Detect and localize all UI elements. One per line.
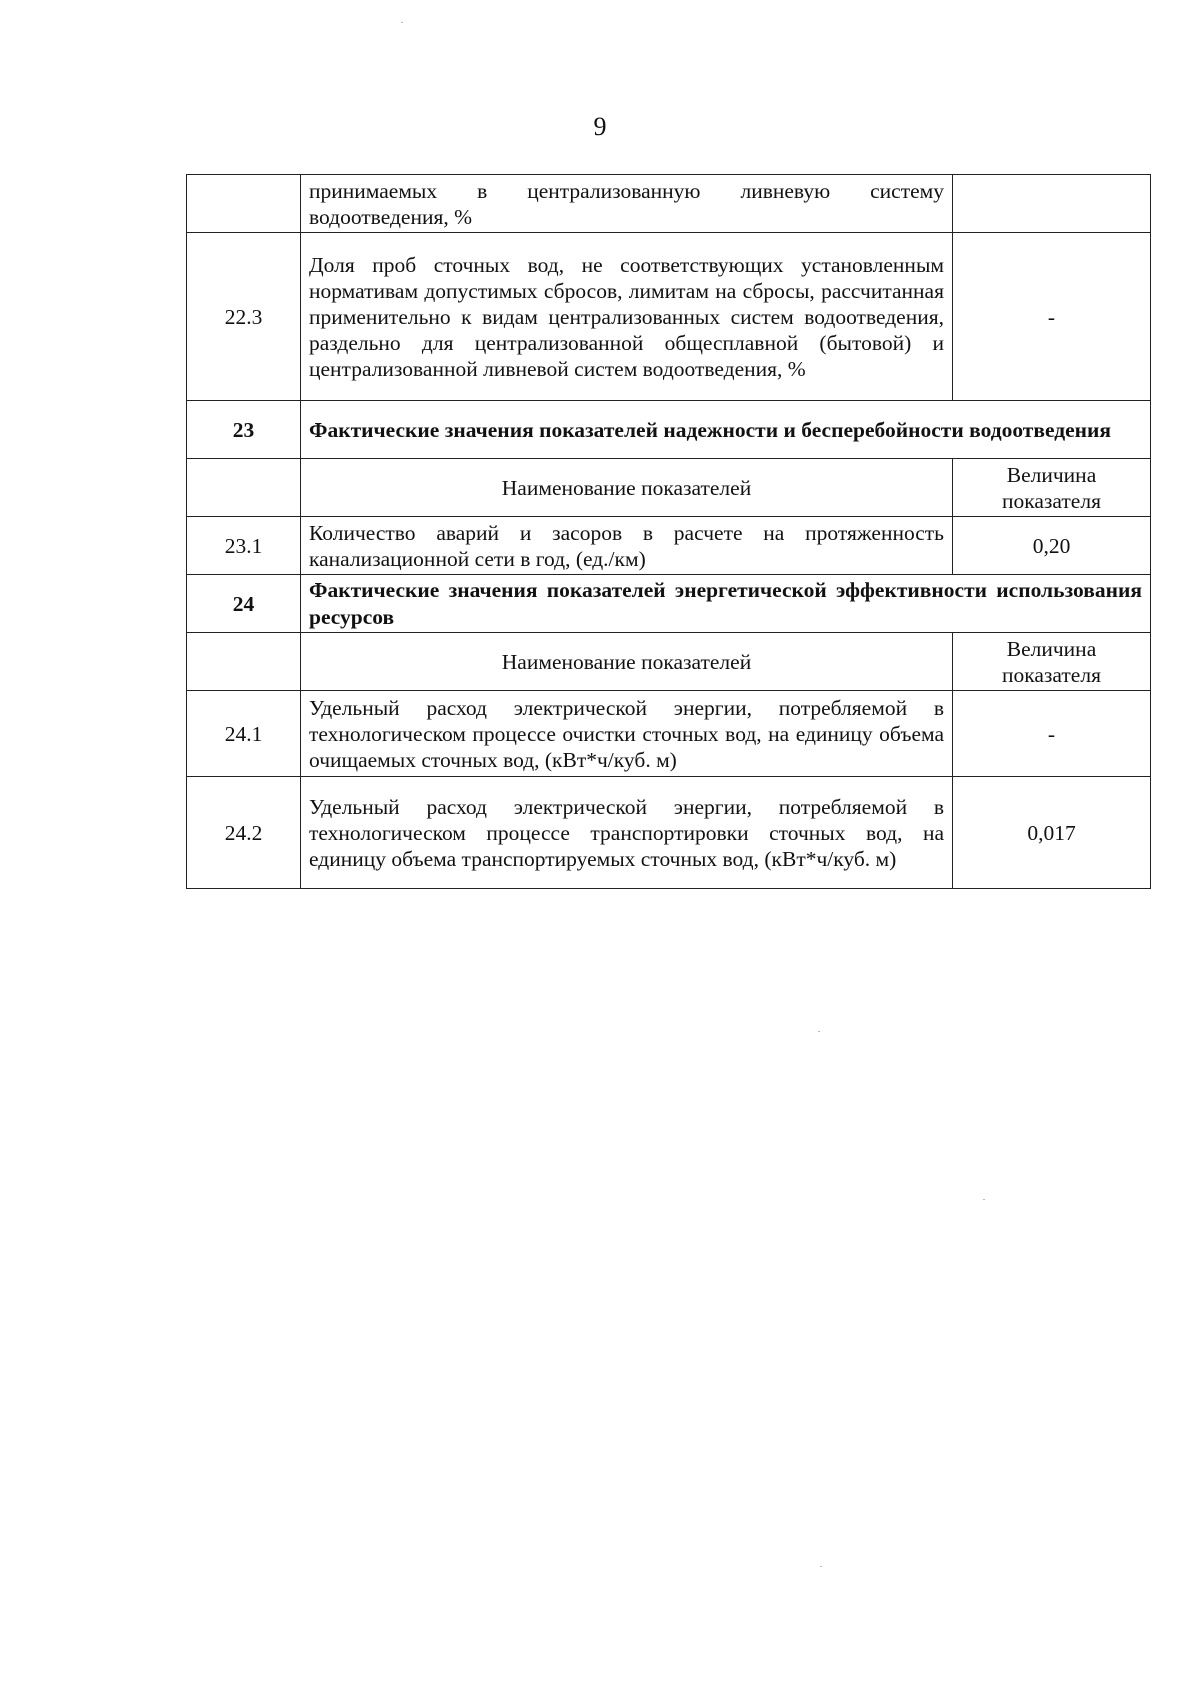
scan-speck: [818, 1031, 820, 1032]
table-row: [187, 691, 1151, 777]
indicator-value: -: [953, 233, 1151, 401]
table-row: [187, 777, 1151, 889]
section-number: 23: [187, 401, 301, 459]
scan-speck: [820, 1566, 822, 1567]
indicator-value: [953, 175, 1151, 233]
header-row: [187, 459, 1151, 517]
row-number: 23.1: [187, 517, 301, 575]
table-row: [187, 233, 1151, 401]
indicator-name: Количество аварий и засоров в расчете на протяженность канализационной сети в год, (ед./км): [301, 517, 953, 575]
scan-speck: [983, 1199, 985, 1200]
empty-cell: [187, 633, 301, 691]
header-row: [187, 633, 1151, 691]
row-number: 22.3: [187, 233, 301, 401]
indicator-value: -: [953, 691, 1151, 777]
page-number: 9: [593, 112, 607, 141]
scan-speck: [401, 22, 403, 23]
indicator-value: 0,017: [953, 777, 1151, 889]
row-number: [187, 175, 301, 233]
section-title: Фактические значения показателей энергетической эффективности использования ресурсов: [301, 575, 1151, 633]
column-header-value: Величина показателя: [953, 459, 1151, 517]
indicator-name: Доля проб сточных вод, не соответствующих установленным нормативам допустимых сбросов, лимитам на сбросы, рассчитанная применительно к видам централизованных систем водоотведения, раздельно для централизованной общесплавной (бытовой) и централизованной ливневой систем водоотведения, %: [301, 233, 953, 401]
section-title: Фактические значения показателей надежности и бесперебойности водоотведения: [301, 401, 1151, 459]
column-header-name: Наименование показателей: [301, 633, 953, 691]
section-row: [187, 401, 1151, 459]
indicator-value: 0,20: [953, 517, 1151, 575]
empty-cell: [187, 459, 301, 517]
column-header-name: Наименование показателей: [301, 459, 953, 517]
indicator-name: Удельный расход электрической энергии, потребляемой в технологическом процессе транспортировки сточных вод, на единицу объема транспортируемых сточных вод, (кВт*ч/куб. м): [301, 777, 953, 889]
table-row: [187, 175, 1151, 233]
indicator-name: принимаемых в централизованную ливневую систему водоотведения, %: [301, 175, 953, 233]
table-row: [187, 517, 1151, 575]
row-number: 24.1: [187, 691, 301, 777]
section-number: 24: [187, 575, 301, 633]
indicator-name: Удельный расход электрической энергии, потребляемой в технологическом процессе очистки сточных вод, на единицу объема очищаемых сточных вод, (кВт*ч/куб. м): [301, 691, 953, 777]
indicators-table: [186, 174, 1151, 889]
row-number: 24.2: [187, 777, 301, 889]
section-row: [187, 575, 1151, 633]
column-header-value: Величина показателя: [953, 633, 1151, 691]
